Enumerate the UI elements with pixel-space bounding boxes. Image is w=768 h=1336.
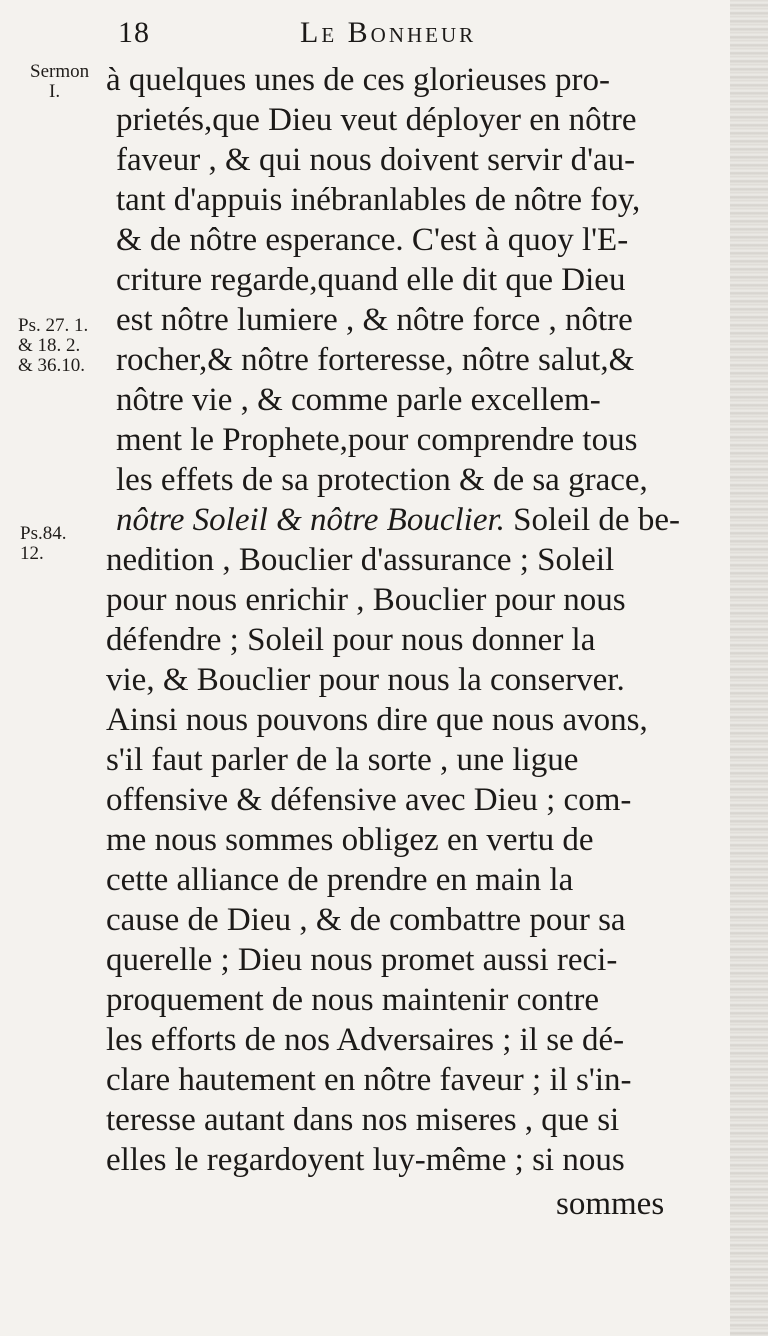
running-title: Le Bonheur	[300, 16, 477, 49]
text-line-3: faveur , & qui nous doivent servir d'au-	[116, 142, 636, 178]
text-line-5: & de nôtre esperance. C'est à quoy l'E-	[116, 222, 629, 258]
margin-note-ps84: Ps.84. 12.	[20, 523, 67, 564]
text-line-28: elles le regardoyent luy-même ; si nous	[106, 1142, 625, 1178]
text-line-12-italic: nôtre Soleil & nôtre Bouclier.	[116, 502, 505, 538]
text-line-12-tail: Soleil de be-	[504, 502, 680, 538]
margin-note-sermon: Sermon I.	[30, 61, 90, 102]
margin-note-ps27: Ps. 27. 1. & 18. 2. & 36.10.	[18, 315, 89, 376]
text-line-18: s'il faut parler de la sorte , une ligue	[106, 742, 579, 778]
text-line-24: proquement de nous maintenir contre	[106, 982, 600, 1018]
page-gutter	[730, 0, 768, 1336]
text-line-7: est nôtre lumiere , & nôtre force , nôtre	[116, 302, 633, 338]
page-header	[0, 14, 768, 54]
text-line-17: Ainsi nous pouvons dire que nous avons,	[106, 702, 648, 738]
text-line-2: prietés,que Dieu veut déployer en nôtre	[116, 102, 637, 138]
catchword: sommes	[556, 1186, 665, 1222]
text-line-1: à quelques unes de ces glorieuses pro-	[106, 62, 611, 98]
text-line-14: pour nous enrichir , Bouclier pour nous	[106, 582, 626, 618]
text-line-4: tant d'appuis inébranlables de nôtre foy,	[116, 182, 641, 218]
text-line-27: teresse autant dans nos miseres , que si	[106, 1102, 620, 1138]
text-line-26: clare hautement en nôtre faveur ; il s'in-	[106, 1062, 632, 1098]
text-line-22: cause de Dieu , & de combattre pour sa	[106, 902, 626, 938]
text-line-13: nedition , Bouclier d'assurance ; Soleil	[106, 542, 615, 578]
text-line-10: ment le Prophete,pour comprendre tous	[116, 422, 638, 458]
text-line-9: nôtre vie , & comme parle excellem-	[116, 382, 601, 418]
text-line-25: les efforts de nos Adversaires ; il se dé-	[106, 1022, 625, 1058]
text-line-15: défendre ; Soleil pour nous donner la	[106, 622, 596, 658]
page-number: 18	[118, 16, 150, 49]
text-line-20: me nous sommes obligez en vertu de	[106, 822, 594, 858]
text-line-19: offensive & défensive avec Dieu ; com-	[106, 782, 632, 818]
text-line-21: cette alliance de prendre en main la	[106, 862, 574, 898]
text-line-23: querelle ; Dieu nous promet aussi reci-	[106, 942, 618, 978]
text-line-16: vie, & Bouclier pour nous la conserver.	[106, 662, 625, 698]
text-line-12	[116, 500, 680, 540]
text-line-8: rocher,& nôtre forteresse, nôtre salut,&	[116, 342, 635, 378]
text-line-6: criture regarde,quand elle dit que Dieu	[116, 262, 626, 298]
text-line-11: les effets de sa protection & de sa grace,	[116, 462, 648, 498]
